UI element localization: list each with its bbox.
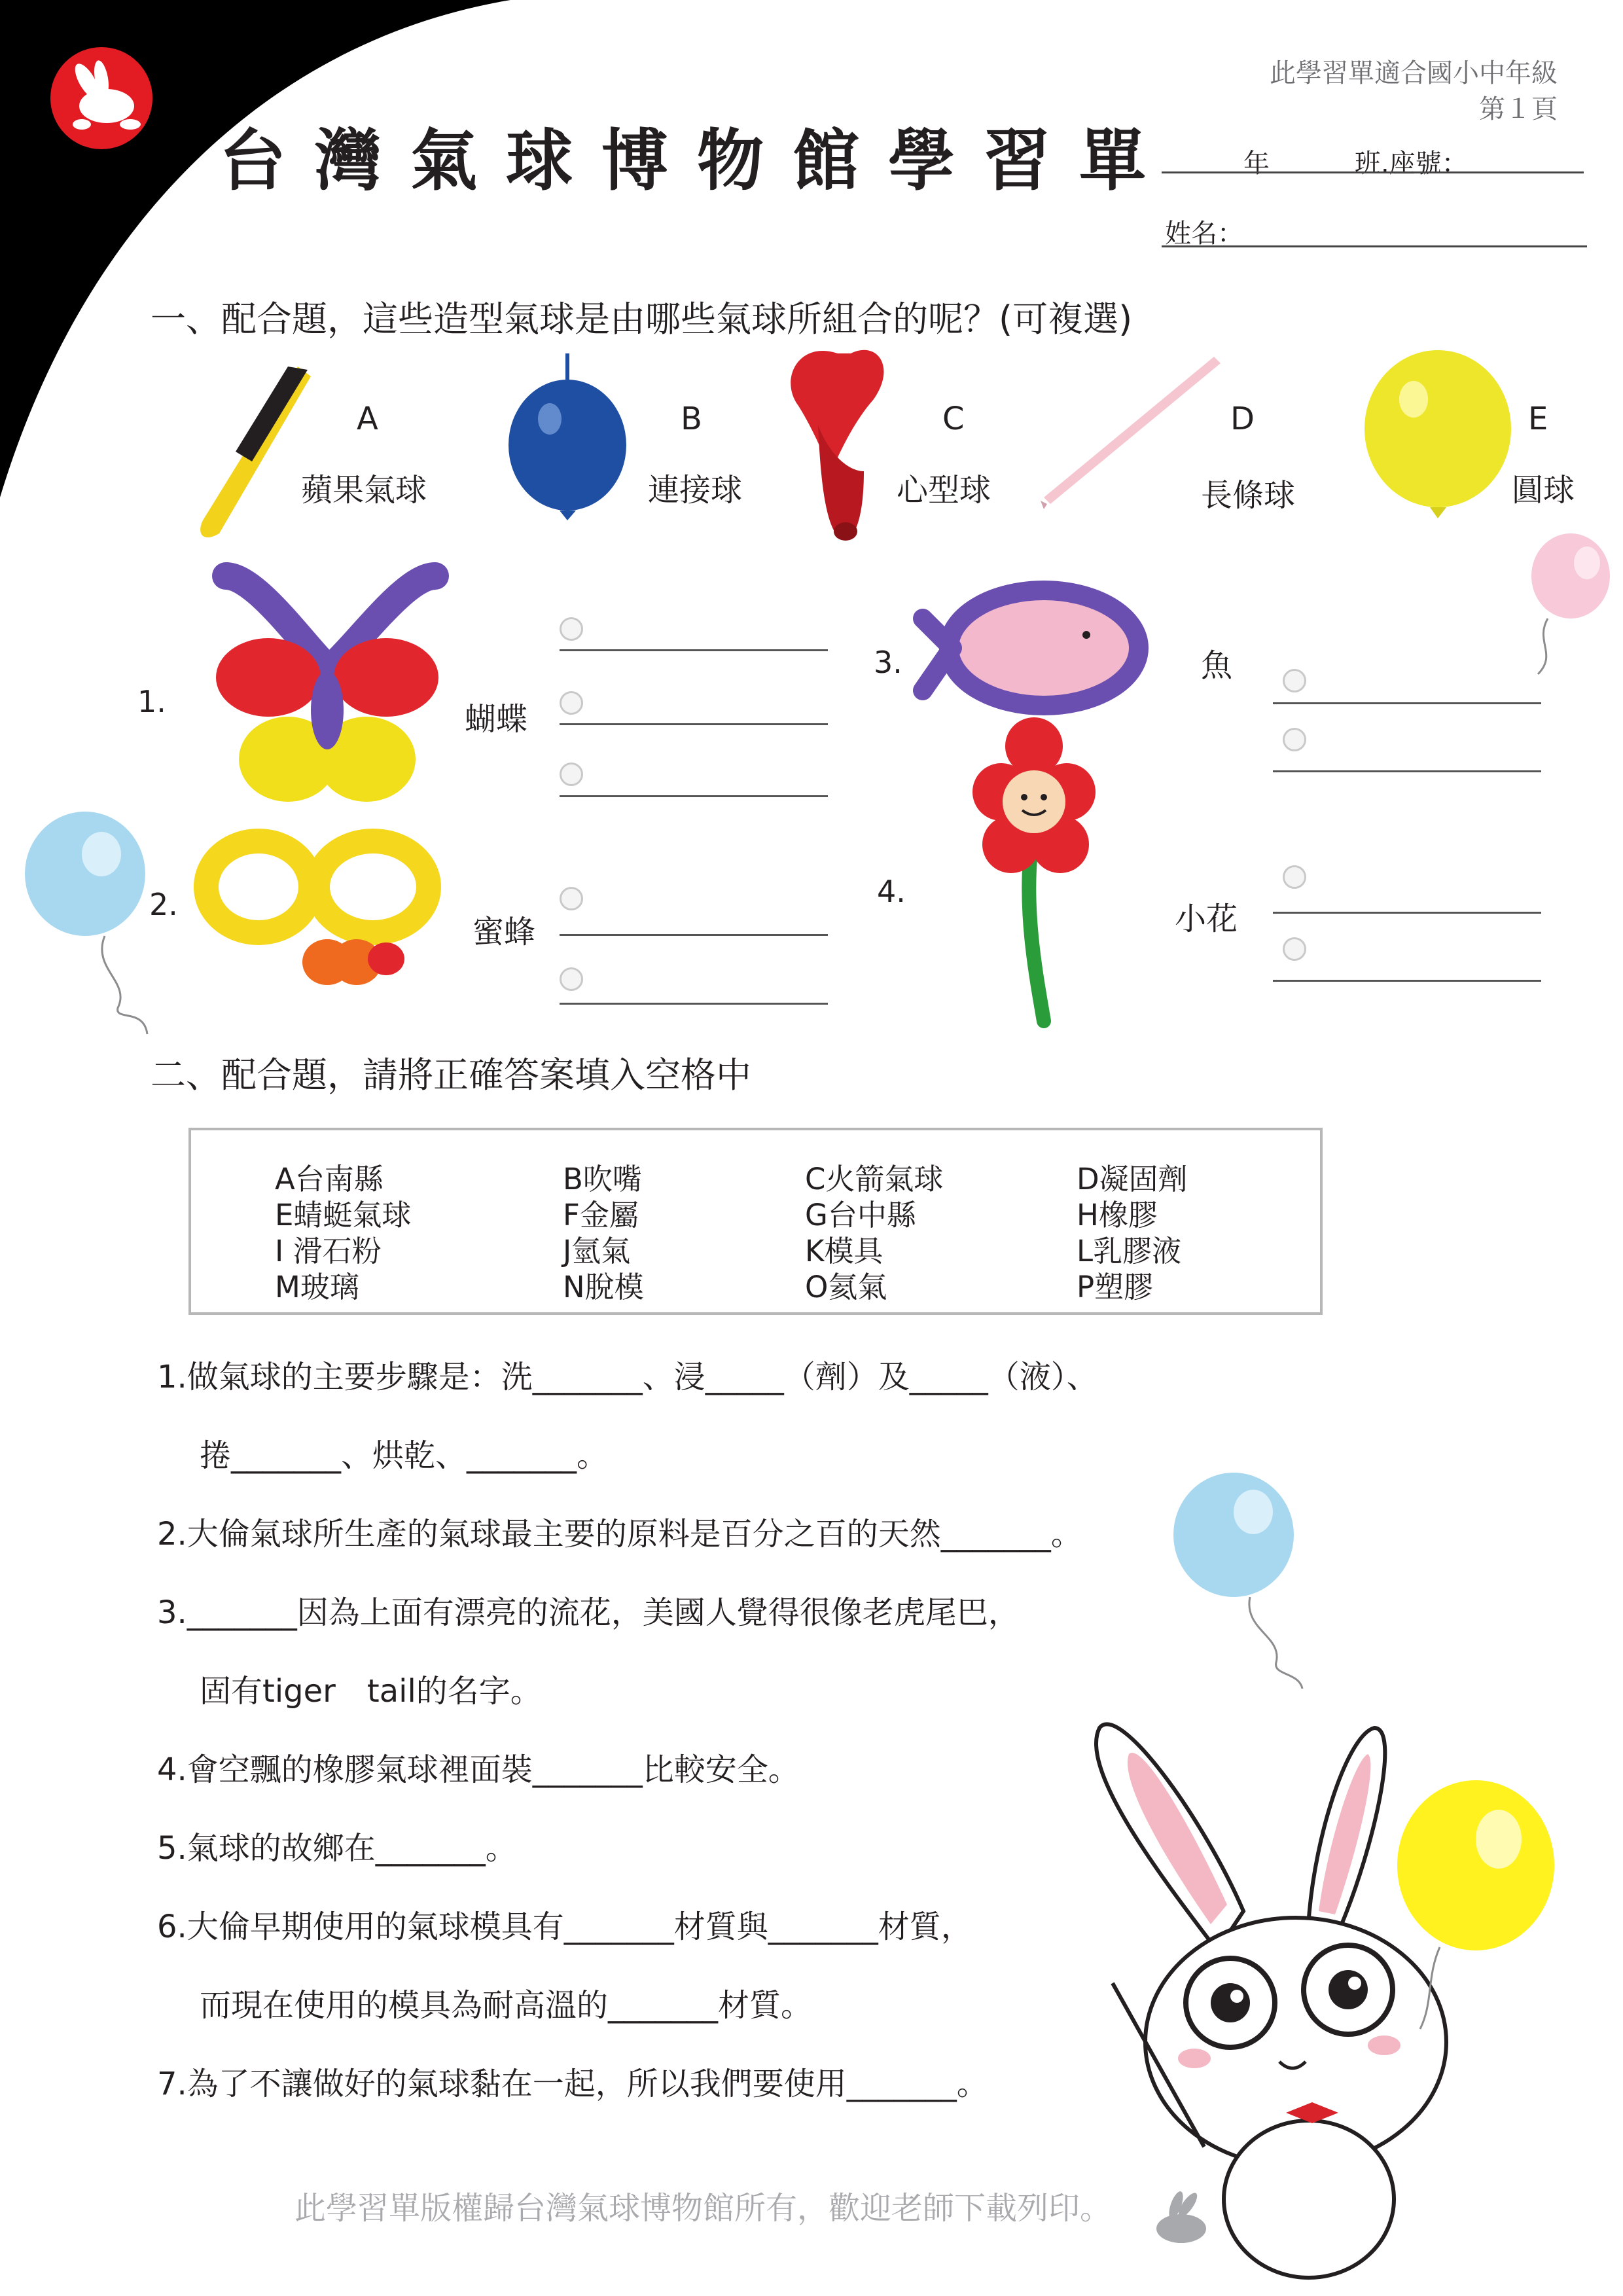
answer-blank[interactable]: [560, 795, 828, 797]
option-item: B吹嘴: [563, 1162, 642, 1196]
grade-note: 此學習單適合國小中年級: [1270, 58, 1558, 88]
option-radio[interactable]: [560, 762, 583, 786]
rabbit-mascot-icon: [1096, 1724, 1554, 2278]
option-radio[interactable]: [560, 887, 583, 910]
item-number: 1.: [137, 684, 166, 719]
option-radio[interactable]: [1283, 669, 1306, 692]
balloon-type-name: 長條球: [1201, 477, 1296, 514]
heart-balloon-icon: [791, 350, 883, 541]
option-radio[interactable]: [560, 617, 583, 641]
option-item: P塑膠: [1077, 1270, 1154, 1304]
question-1-cont: 捲_______、烘乾、_______。: [200, 1437, 609, 1474]
item-name: 蜜蜂: [473, 914, 536, 950]
balloon-type-name: 圓球: [1512, 472, 1575, 509]
section1-heading: 一、配合題，這些造型氣球是由哪些氣球所組合的呢？(可複選): [151, 298, 1133, 340]
class-seat-field[interactable]: [1162, 171, 1584, 173]
option-item: K模具: [805, 1234, 883, 1268]
option-item: G台中縣: [805, 1198, 916, 1232]
option-item: O氦氣: [805, 1270, 887, 1304]
name-field[interactable]: [1162, 245, 1587, 247]
blue-balloon-icon-left: [25, 812, 147, 1034]
butterfly-balloon-icon: [216, 576, 438, 802]
link-balloon-icon: [508, 353, 626, 520]
balloon-type-letter: B: [681, 401, 702, 437]
question-6: 6.大倫早期使用的氣球模具有_______材質與_______材質，: [157, 1909, 972, 1945]
option-item: H橡膠: [1077, 1198, 1158, 1232]
pink-balloon-icon: [1531, 533, 1610, 674]
item-name: 蝴蝶: [465, 701, 528, 738]
option-radio[interactable]: [1283, 865, 1306, 889]
section2-heading: 二、配合題，請將正確答案填入空格中: [151, 1054, 751, 1096]
flower-balloon-icon: [972, 717, 1096, 1021]
option-item: L乳膠液: [1077, 1234, 1182, 1268]
option-item: A台南縣: [275, 1162, 383, 1196]
answer-blank[interactable]: [1273, 702, 1541, 704]
balloon-type-letter: E: [1528, 401, 1548, 437]
item-number: 2.: [149, 887, 178, 922]
option-item: M玻璃: [275, 1270, 359, 1304]
apple-balloon-icon: [200, 367, 311, 537]
page-title: 台灣氣球博物館學習單: [219, 122, 1175, 200]
answer-blank[interactable]: [560, 723, 828, 725]
answer-blank[interactable]: [1273, 980, 1541, 982]
balloon-type-name: 蘋果氣球: [301, 472, 427, 509]
class-seat-label: 班.座號：: [1355, 149, 1468, 179]
balloon-type-name: 心型球: [897, 472, 991, 509]
question-3: 3._______因為上面有漂亮的流花，美國人覺得很像老虎尾巴，: [157, 1594, 1020, 1631]
balloon-type-letter: A: [357, 401, 378, 437]
option-item: F金屬: [563, 1198, 639, 1232]
option-item: I 滑石粉: [275, 1234, 382, 1268]
question-6-cont: 而現在使用的模具為耐高溫的_______材質。: [200, 1987, 813, 2024]
question-7: 7.為了不讓做好的氣球黏在一起，所以我們要使用_______。: [157, 2066, 988, 2102]
question-5: 5.氣球的故鄉在_______。: [157, 1830, 517, 1867]
option-radio[interactable]: [560, 691, 583, 715]
question-4: 4.會空飄的橡膠氣球裡面裝_______比較安全。: [157, 1751, 800, 1788]
option-radio[interactable]: [1283, 728, 1306, 751]
answer-blank[interactable]: [1273, 912, 1541, 914]
blue-balloon-icon-right: [1173, 1473, 1302, 1689]
page-number: 第１頁: [1479, 94, 1558, 124]
option-item: D凝固劑: [1077, 1162, 1188, 1196]
round-balloon-icon: [1364, 350, 1511, 518]
fish-balloon-icon: [923, 590, 1139, 706]
question-3-cont: 固有tiger tail的名字。: [200, 1673, 542, 1710]
footer-copyright: 此學習單版權歸台灣氣球博物館所有，歡迎老師下載列印。: [294, 2190, 1112, 2227]
name-label: 姓名：: [1165, 219, 1243, 249]
footer-rabbit-icon: [1156, 2190, 1206, 2243]
item-name: 小花: [1175, 901, 1238, 937]
long-balloon-icon: [1041, 357, 1221, 509]
option-item: E蜻蜓氣球: [275, 1198, 412, 1232]
option-radio[interactable]: [1283, 937, 1306, 961]
option-item: J氫氣: [563, 1234, 631, 1268]
option-radio[interactable]: [560, 967, 583, 991]
answer-blank[interactable]: [560, 649, 828, 651]
rabbit-logo-icon: [50, 47, 152, 149]
answer-blank[interactable]: [560, 1003, 828, 1005]
balloon-type-letter: D: [1230, 401, 1255, 437]
item-number: 3.: [874, 645, 902, 680]
balloon-type-name: 連接球: [648, 472, 743, 509]
option-item: C火箭氣球: [805, 1162, 944, 1196]
answer-blank[interactable]: [560, 934, 828, 936]
question-2: 2.大倫氣球所生產的氣球最主要的原料是百分之百的天然_______。: [157, 1516, 1082, 1552]
balloon-type-letter: C: [942, 401, 965, 437]
item-name: 魚: [1201, 647, 1233, 684]
year-label: 年: [1243, 149, 1270, 179]
item-number: 4.: [877, 874, 906, 909]
bee-balloon-icon: [206, 841, 429, 985]
option-item: N脫模: [563, 1270, 644, 1304]
question-1: 1.做氣球的主要步驟是：洗_______、浸_____（劑）及_____（液）、: [157, 1359, 1098, 1395]
answer-blank[interactable]: [1273, 770, 1541, 772]
